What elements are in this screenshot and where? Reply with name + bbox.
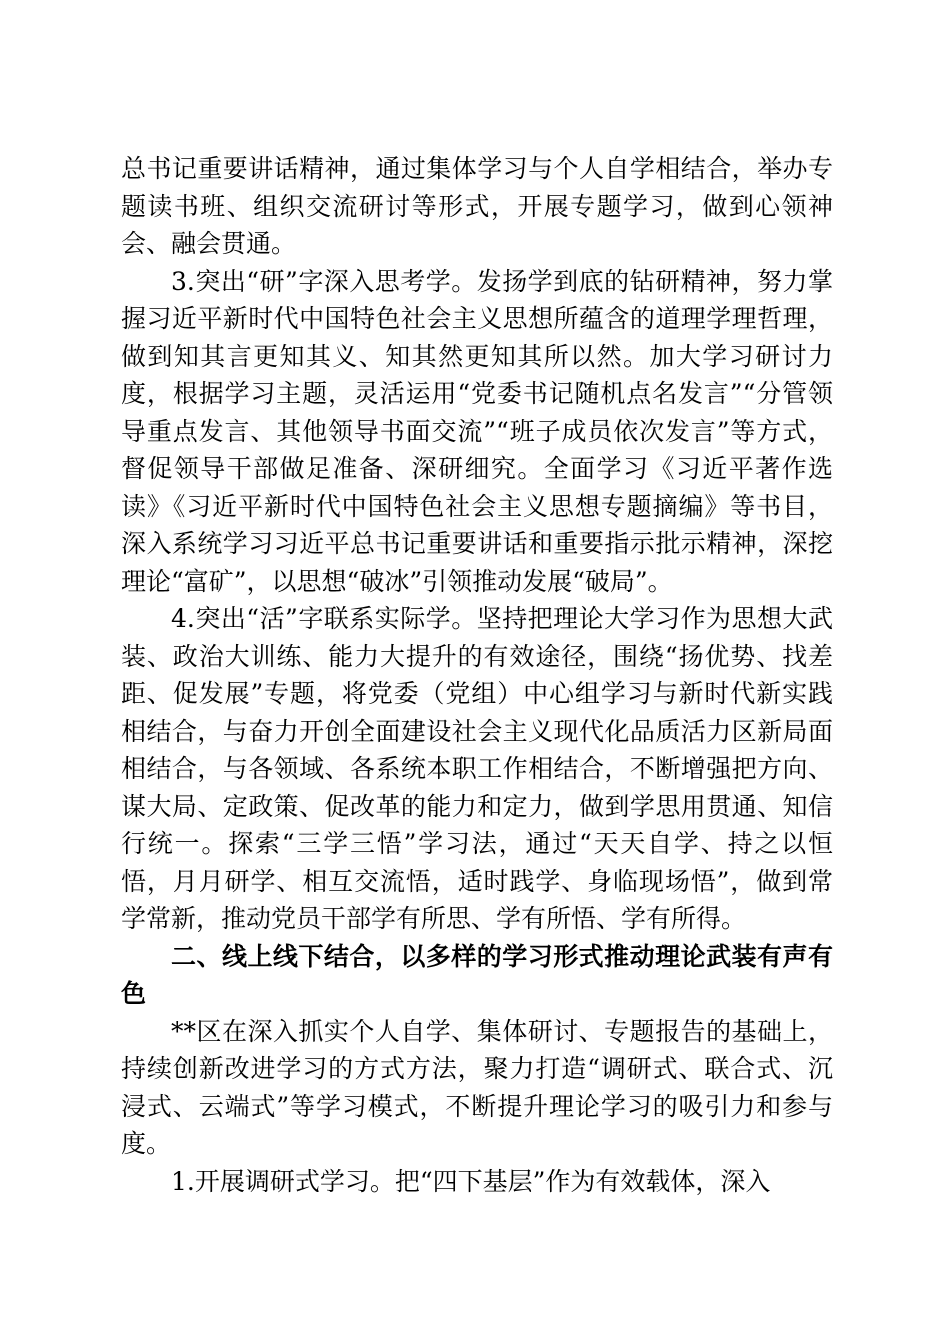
paragraph-item-3: 3.突出“研”字深入思考学。发扬学到底的钻研精神，努力掌握习近平新时代中国特色社会主义思想所蕴含的道理学理哲理，做到知其言更知其义、知其然更知其所以然。加大学习研讨力度，根据学习主题，灵活运用“党委书记随机点名发言”“分管领导重点发言、其他领导书面交流”“班子成员依次发言”等方式，督促领导干部做足准备、深研细究。全面学习《习近平著作选读》《习近平新时代中国特色社会主义思想专题摘编》等书目，深入系统学习习近平总书记重要讲话和重要指示批示精神，深挖理论“富矿”，以思想“破冰”引领推动发展“破局”。 (121, 266, 833, 596)
section-heading-2: 二、线上线下结合，以多样的学习形式推动理论武装有声有色 (121, 941, 833, 1008)
paragraph-item-1: 1.开展调研式学习。把“四下基层”作为有效载体，深入 (171, 1166, 771, 1196)
document-page (121, 150, 833, 1200)
paragraph-item-4: 4.突出“活”字联系实际学。坚持把理论大学习作为思想大武装、政治大训练、能力大提升的有效途径，围绕“扬优势、找差距、促发展”专题，将党委（党组）中心组学习与新时代新实践相结合，与奋力开创全面建设社会主义现代化品质活力区新局面相结合，与各领域、各系统本职工作相结合，不断增强把方向、谋大局、定政策、促改革的能力和定力，做到学思用贯通、知信行统一。探索“三学三悟”学习法，通过“天天自学、持之以恒悟，月月研学、相互交流悟，适时践学、身临现场悟”，做到常学常新，推动党员干部学有所思、学有所悟、学有所得。 (121, 604, 833, 933)
paragraph-continued-text: 总书记重要讲话精神，通过集体学习与个人自学相结合，举办专题读书班、组织交流研讨等形式，开展专题学习，做到心领神会、融会贯通。 (121, 154, 833, 258)
paragraph-section-intro: **区在深入抓实个人自学、集体研讨、专题报告的基础上，持续创新改进学习的方式方法，聚力打造“调研式、联合式、沉浸式、云端式”等学习模式，不断提升理论学习的吸引力和参与度。 (121, 1016, 833, 1158)
